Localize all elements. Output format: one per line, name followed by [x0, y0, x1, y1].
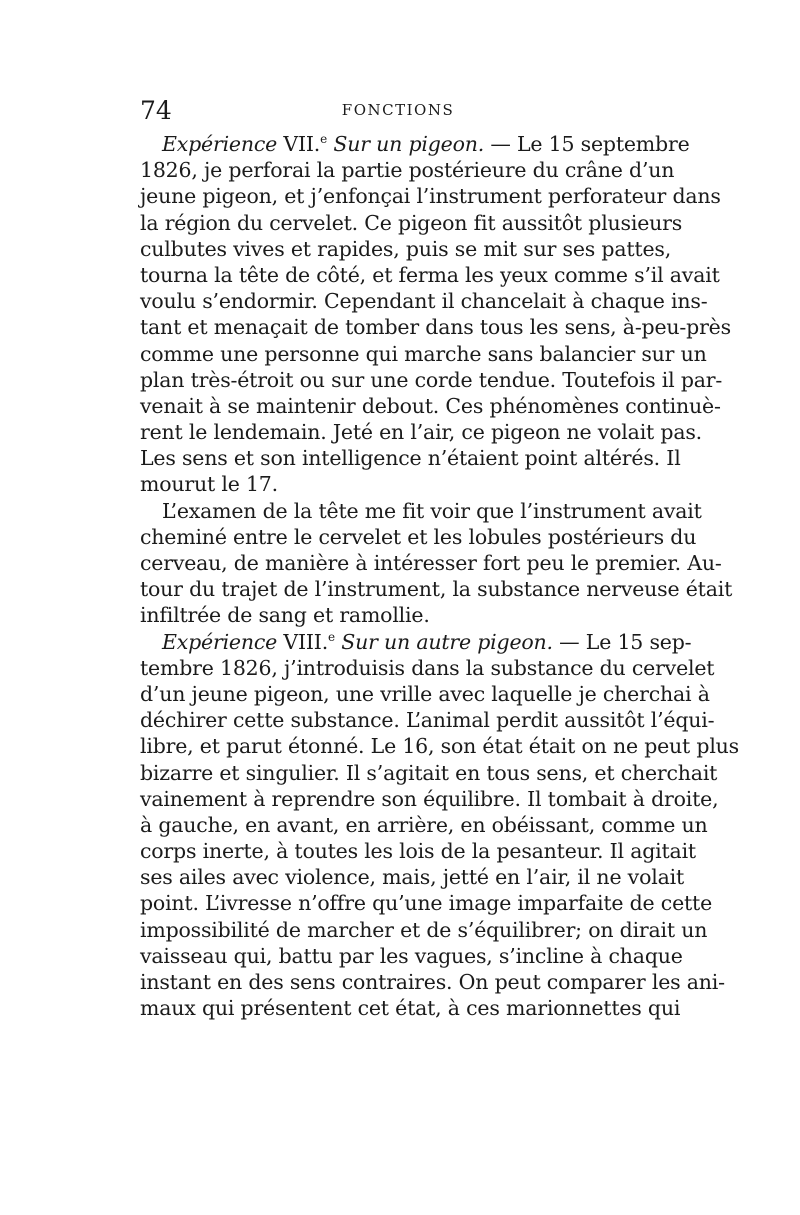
- text-line: point. L’ivresse n’offre qu’une image imparfaite de cette: [140, 891, 713, 916]
- text-line: cheminé entre le cervelet et les lobules postérieurs du: [140, 524, 697, 549]
- text-line: 1826, je perforai la partie postérieure du crâne d’un: [140, 158, 675, 183]
- text-line: vaisseau qui, battu par les vagues, s’incline à chaque: [140, 943, 683, 968]
- text-line: rent le lendemain. Jeté en l’air, ce pigeon ne volait pas.: [140, 420, 702, 445]
- text-line: Les sens et son intelligence n’étaient point altérés. Il: [140, 446, 681, 471]
- text-line: jeune pigeon, et j’enfonçai l’instrument perforateur dans: [140, 184, 721, 209]
- text-line: instant en des sens contraires. On peut comparer les ani-: [140, 970, 725, 994]
- text-line: tourna la tête de côté, et ferma les yeux comme s’il avait: [140, 262, 720, 287]
- text-segment: VIII.: [277, 629, 329, 654]
- superscript: e: [320, 132, 328, 146]
- text-segment: VII.: [277, 132, 321, 156]
- italic-segment: Expérience: [162, 132, 278, 156]
- text-line: libre, et parut étonné. Le 16, son état était on ne peut plus: [140, 734, 740, 759]
- body-text: [140, 131, 740, 1021]
- text-line: bizarre et singulier. Il s’agitait en tous sens, et cherchait: [140, 760, 718, 785]
- text-line: comme une personne qui marche sans balancier sur un: [140, 341, 707, 366]
- text-line: à gauche, en avant, en arrière, en obéissant, comme un: [140, 812, 708, 837]
- text-segment: — Le 15 septembre: [484, 132, 690, 156]
- text-line: L’examen de la tête me fit voir que l’instrument avait: [162, 498, 702, 523]
- text-line: venait à se maintenir debout. Ces phénomènes continuè-: [140, 393, 721, 418]
- text-line: impossibilité de marcher et de s’équilibrer; on dirait un: [140, 917, 708, 942]
- text-line: d’un jeune pigeon, une vrille avec laquelle je cherchai à: [140, 681, 710, 706]
- italic-segment: Expérience: [162, 629, 278, 654]
- text-line: la région du cervelet. Ce pigeon fit aussitôt plusieurs: [140, 210, 683, 235]
- text-segment: — Le 15 sep-: [552, 629, 692, 654]
- page-number: 74: [140, 96, 172, 125]
- text-line: plan très-étroit ou sur une corde tendue. Toutefois il par-: [140, 367, 723, 392]
- running-head: [140, 96, 656, 126]
- text-line: [140, 629, 692, 655]
- running-title: FONCTIONS: [341, 101, 455, 119]
- text-line: vainement à reprendre son équilibre. Il tombait à droite,: [140, 786, 719, 811]
- text-line: tembre 1826, j’introduisis dans la substance du cervelet: [140, 655, 715, 680]
- italic-segment: Sur un pigeon.: [333, 132, 485, 156]
- text-line: tant et menaçait de tomber dans tous les sens, à-peu-près: [140, 315, 731, 340]
- text-line: corps inerte, à toutes les lois de la pesanteur. Il agitait: [140, 839, 696, 864]
- text-line: maux qui présentent cet état, à ces marionnettes qui: [140, 996, 681, 1021]
- text-line: tour du trajet de l’instrument, la substance nerveuse était: [140, 577, 733, 602]
- text-line: déchirer cette substance. L’animal perdit aussitôt l’équi-: [140, 708, 715, 733]
- text-line: culbutes vives et rapides, puis se mit sur ses pattes,: [140, 236, 672, 261]
- text-line: infiltrée de sang et ramollie.: [140, 603, 430, 628]
- superscript: e: [328, 629, 335, 644]
- text-line: voulu s’endormir. Cependant il chancelait à chaque ins-: [140, 289, 708, 314]
- text-line: mourut le 17.: [140, 472, 278, 497]
- text-line: ses ailes avec violence, mais, jetté en l’air, il ne volait: [140, 865, 684, 890]
- italic-segment: Sur un autre pigeon.: [341, 629, 553, 654]
- text-line: cerveau, de manière à intéresser fort peu le premier. Au-: [140, 551, 722, 575]
- text-line: [140, 131, 690, 157]
